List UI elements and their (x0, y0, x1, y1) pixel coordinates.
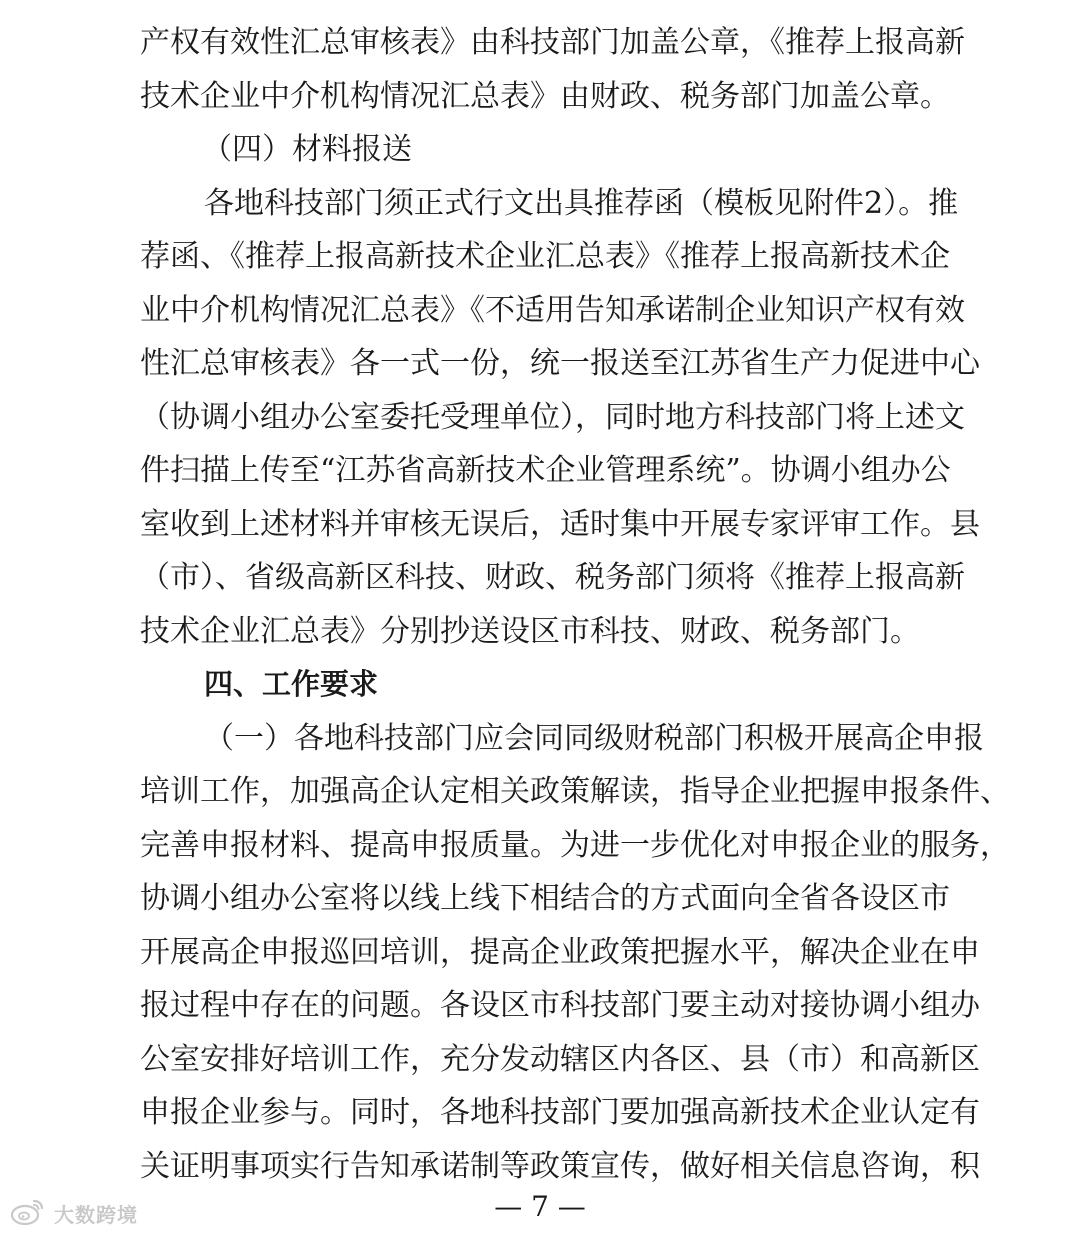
document-page (140, 16, 1010, 1193)
text-line: 各地科技部门须正式行文出具推荐函（模板见附件2）。推 (204, 185, 959, 221)
section-subheading: （四）材料报送 (202, 132, 412, 167)
text-line: 件扫描上传至“江苏省高新技术企业管理系统”。协调小组办公 (140, 453, 951, 488)
text-line: 业中介机构情况汇总表》《不适用告知承诺制企业知识产权有效 (140, 292, 965, 328)
text-line: 公室安排好培训工作，充分发动辖区内各区、县（市）和高新区 (140, 1041, 980, 1077)
text-line: 室收到上述材料并审核无误后，适时集中开展专家评审工作。县 (140, 506, 980, 542)
text-line: 完善申报材料、提高申报质量。为进一步优化对申报企业的服务， (140, 827, 1010, 863)
text-line: （一）各地科技部门应会同同级财税部门积极开展高企申报 (204, 720, 984, 756)
text-line: 产权有效性汇总审核表》由科技部门加盖公章，《推荐上报高新 (140, 25, 965, 60)
text-line: 性汇总审核表》各一式一份，统一报送至江苏省生产力促进中心 (140, 346, 980, 381)
text-line: 荐函、《推荐上报高新技术企业汇总表》《推荐上报高新技术企 (140, 239, 950, 274)
weibo-logo-icon (10, 1196, 46, 1231)
text-line: （市）、省级高新区科技、财政、税务部门须将《推荐上报高新 (140, 560, 965, 595)
watermark (10, 1196, 138, 1231)
text-line: 技术企业中介机构情况汇总表》由财政、税务部门加盖公章。 (140, 78, 950, 114)
text-line: 报过程中存在的问题。各设区市科技部门要主动对接协调小组办 (140, 988, 980, 1023)
watermark-text: 大数跨境 (54, 1203, 138, 1227)
text-line: 技术企业汇总表》分别抄送设区市科技、财政、税务部门。 (140, 613, 920, 649)
text-line: 协调小组办公室将以线上线下相结合的方式面向全省各设区市 (140, 881, 950, 916)
text-line: 申报企业参与。同时，各地科技部门要加强高新技术企业认定有 (140, 1095, 980, 1130)
section-heading: 四、工作要求 (204, 667, 379, 701)
text-line: 开展高企申报巡回培训，提高企业政策把握水平，解决企业在申 (140, 934, 980, 970)
text-line: 培训工作，加强高企认定相关政策解读，指导企业把握申报条件、 (140, 774, 1010, 809)
text-line: 关证明事项实行告知承诺制等政策宣传，做好相关信息咨询，积 (140, 1148, 980, 1184)
page-number: — 7 — (494, 1190, 586, 1223)
text-line: （协调小组办公室委托受理单位），同时地方科技部门将上述文 (140, 399, 965, 435)
